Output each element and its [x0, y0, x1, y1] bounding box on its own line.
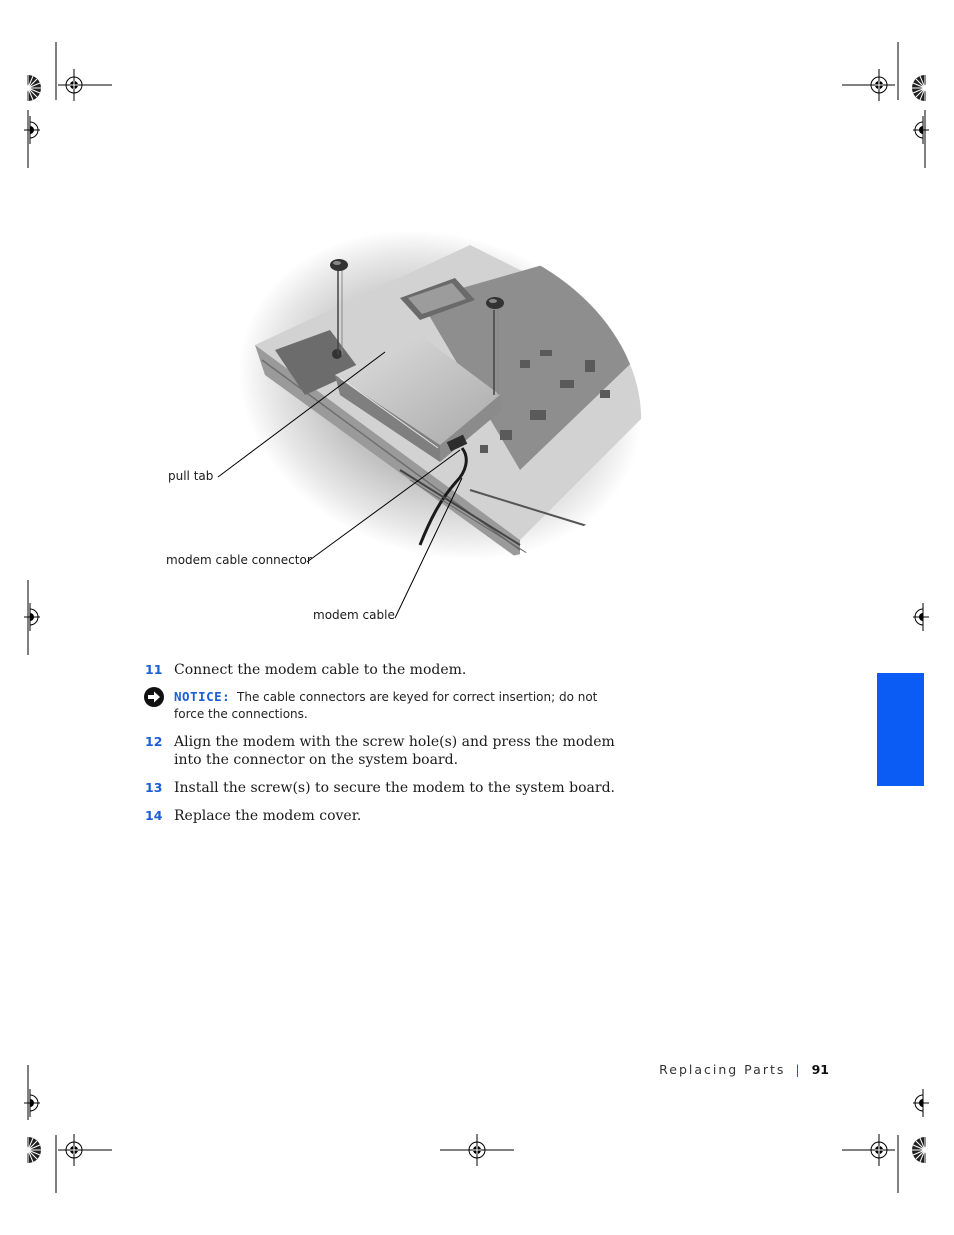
step-13: [145, 779, 635, 799]
footer-section-title: Replacing Parts: [659, 1062, 786, 1077]
notice-body: The cable connectors are keyed for correct insertion; do not force the connections.: [174, 690, 598, 721]
footer-separator: |: [795, 1062, 800, 1077]
page-footer: [659, 1062, 829, 1077]
step-text: Align the modem with the screw hole(s) and press the modem into the connector on the system board.: [174, 734, 615, 768]
notice-label: NOTICE:: [174, 689, 231, 704]
page-number: 91: [811, 1062, 829, 1077]
step-text: Connect the modem cable to the modem.: [174, 662, 467, 678]
step-number: 11: [145, 662, 163, 677]
step-12: [145, 733, 635, 771]
callout-pull-tab: pull tab: [168, 469, 214, 483]
notice-text: [174, 688, 623, 723]
step-11: [145, 661, 635, 681]
step-text: Install the screw(s) to secure the modem to the system board.: [174, 780, 615, 796]
step-number: 13: [145, 780, 163, 795]
chapter-tab: [877, 673, 924, 786]
step-number: 12: [145, 734, 163, 749]
callout-modem-cable: modem cable: [313, 608, 395, 622]
step-14: [145, 807, 635, 827]
arrow-right-circle-icon: [143, 686, 165, 708]
callout-modem-cable-connector: modem cable connector: [166, 553, 312, 567]
step-number: 14: [145, 808, 163, 823]
step-text: Replace the modem cover.: [174, 808, 362, 824]
